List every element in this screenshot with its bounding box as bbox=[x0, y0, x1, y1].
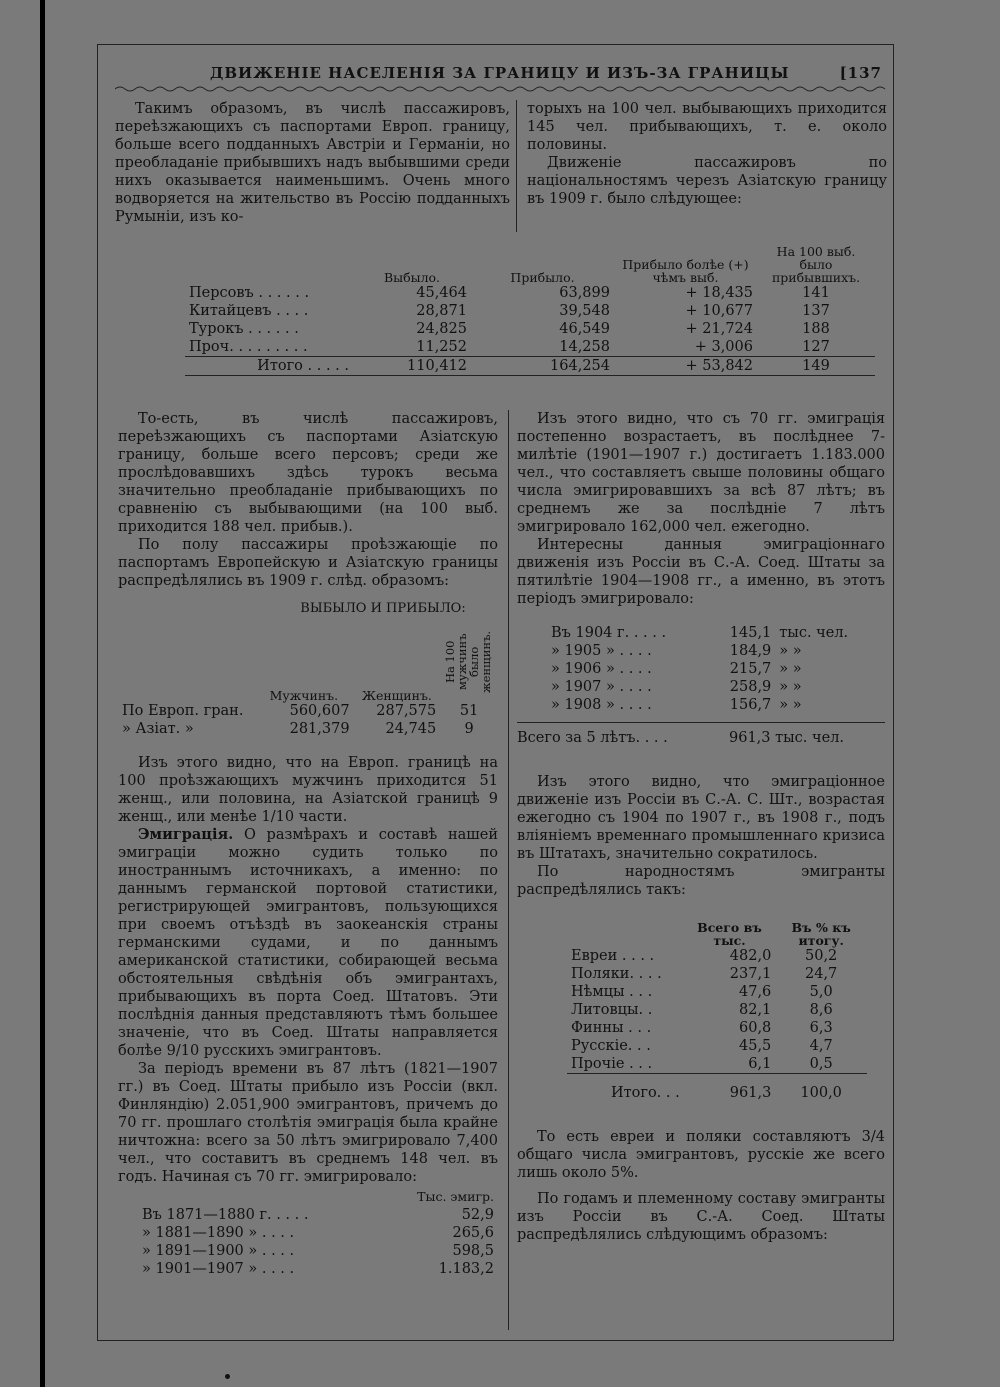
cell-per: 0,5 bbox=[809, 1056, 833, 1072]
cell-per: 51 bbox=[459, 703, 479, 719]
cell-value: 237,1 bbox=[729, 966, 772, 982]
page-number: [137 bbox=[839, 64, 882, 82]
cell-value: 82,1 bbox=[739, 1002, 772, 1018]
header-rule bbox=[115, 85, 890, 93]
column-header: На 100 мужчинъ было женщинъ. bbox=[443, 630, 494, 694]
cell-value: 1.183,2 bbox=[438, 1261, 494, 1277]
cell-per: 5,0 bbox=[809, 984, 833, 1000]
row-label: Персовъ . . . . . . bbox=[189, 285, 310, 301]
table-row bbox=[547, 624, 877, 642]
cell-in: 14,258 bbox=[559, 339, 610, 355]
column-header: Выбыло. bbox=[383, 270, 441, 285]
row-label: » Азіат. » bbox=[122, 721, 194, 737]
row-label: Всего за 5 лѣтъ. . . . bbox=[517, 730, 668, 746]
cell-women: 24,745 bbox=[385, 721, 437, 737]
sex-table bbox=[118, 622, 498, 738]
cell-diff: + 18,435 bbox=[685, 285, 753, 301]
nationality-table bbox=[567, 921, 867, 1102]
cell-value: 184,9 bbox=[729, 643, 772, 659]
cell-in: 164,254 bbox=[550, 358, 610, 374]
table-row bbox=[138, 1206, 498, 1224]
column-divider bbox=[516, 100, 517, 232]
cell-value: 6,1 bbox=[748, 1056, 772, 1072]
cell-out: 45,464 bbox=[416, 285, 467, 301]
column-header: Всего въ тыс. bbox=[697, 920, 762, 948]
paragraph: Изъ этого видно, что на Европ. границѣ на 100 проѣзжающихъ мужчинъ приходится 51 женщ., или половина, на Азіатской границѣ 9 женщ., или менѣе 1/10 части. bbox=[118, 755, 498, 825]
row-label: Турокъ . . . . . . bbox=[189, 321, 299, 337]
top-left-text bbox=[115, 100, 510, 226]
row-label: Евреи . . . . bbox=[571, 948, 655, 964]
row-label: Китайцевъ . . . . bbox=[189, 303, 309, 319]
table-row bbox=[547, 660, 877, 678]
row-label: » 1905 » . . . . bbox=[551, 643, 652, 659]
paragraph: По годамъ и племенному составу эмигранты изъ Россіи въ С.-А. Соед. Штаты распредѣлялись слѣдующимъ образомъ: bbox=[517, 1191, 885, 1243]
table-row bbox=[138, 1242, 498, 1260]
table-row bbox=[185, 338, 875, 357]
section-heading: Эмиграція. bbox=[138, 826, 234, 843]
row-label: » 1907 » . . . . bbox=[551, 679, 652, 695]
page-header bbox=[210, 64, 890, 82]
paragraph: За періодъ времени въ 87 лѣтъ (1821—1907 гг.) въ Соед. Штаты прибыло изъ Россіи (вкл. Финляндію) 2.051,900 эмигрантовъ, причемъ до 70 гг. прошлаго столѣтія эмиграція была крайне ничтожна: всего за 50 лѣтъ эмигрировало 7,400 чел., что составитъ въ среднемъ 148 чел. въ годъ. Начиная съ 70 гг. эмигрировало: bbox=[118, 1061, 498, 1185]
table-row bbox=[567, 1055, 867, 1074]
table-row bbox=[547, 678, 877, 696]
table-row bbox=[547, 642, 877, 660]
row-label: Поляки. . . . bbox=[571, 966, 662, 982]
paragraph: То есть евреи и поляки составляютъ 3/4 общаго числа эмигрантовъ, русскіе же всего лишь около 5%. bbox=[517, 1129, 885, 1181]
cell-diff: + 21,724 bbox=[685, 321, 753, 337]
cell-per: 6,3 bbox=[809, 1020, 833, 1036]
row-label: Итого . . . . . bbox=[257, 358, 349, 374]
paragraph: торыхъ на 100 чел. выбывающихъ приходится 145 чел. прибывающихъ, т. е. около половины. bbox=[527, 101, 887, 153]
cell-value: 961,3 тыс. чел. bbox=[729, 730, 845, 746]
table-row bbox=[567, 1037, 867, 1055]
cell-unit: » » bbox=[779, 643, 802, 659]
table-row bbox=[567, 1001, 867, 1019]
cell-value: 45,5 bbox=[739, 1038, 772, 1054]
cell-per: 137 bbox=[802, 303, 830, 319]
cell-per: 100,0 bbox=[800, 1085, 842, 1101]
column-header: Женщинъ. bbox=[361, 688, 432, 703]
cell-women: 287,575 bbox=[376, 703, 437, 719]
column-header: На 100 выб. было прибывшихъ. bbox=[771, 244, 861, 285]
paragraph: О размѣрахъ и составѣ нашей эмиграціи можно судить только по иностраннымъ источникахъ, а именно: по даннымъ германской портовой статистики, регистрирующей эмигрантовъ, пользующихся при своемъ отъѣздѣ въ заокеанскія страны германскими судами, и по даннымъ американской статистики, собирающей весьма обстоятельныя свѣдѣнія объ эмигрантахъ, прибывающихъ въ порта Соед. Штатовъ. Эти послѣднія данныя представляютъ тѣмъ большее значеніе, что въ Соед. Штаты направляется болѣе 9/10 русскихъ эмигрантовъ. bbox=[118, 827, 499, 1059]
cell-value: 47,6 bbox=[739, 984, 772, 1000]
cell-out: 28,871 bbox=[416, 303, 467, 319]
table-row bbox=[118, 720, 498, 738]
row-label: » 1906 » . . . . bbox=[551, 661, 652, 677]
cell-unit: тыс. чел. bbox=[779, 625, 849, 641]
speck bbox=[225, 1374, 230, 1379]
year-total bbox=[517, 722, 885, 747]
table-row bbox=[185, 284, 875, 302]
row-label: Литовцы. . bbox=[571, 1002, 653, 1018]
row-label: По Европ. гран. bbox=[122, 703, 244, 719]
table-row bbox=[567, 965, 867, 983]
cell-in: 63,899 bbox=[559, 285, 610, 301]
paragraph: По полу пассажиры проѣзжающіе по паспортамъ Европейскую и Азіатскую границы распредѣлялись въ 1909 г. слѣд. образомъ: bbox=[118, 537, 498, 589]
column-header: Въ % къ итогу. bbox=[791, 920, 851, 948]
cell-men: 281,379 bbox=[289, 721, 350, 737]
row-label: Финны . . . bbox=[571, 1020, 652, 1036]
row-label: » 1891—1900 » . . . . bbox=[142, 1243, 295, 1259]
row-label: Въ 1904 г. . . . . bbox=[551, 625, 667, 641]
column-header: Прибыло. bbox=[510, 270, 575, 285]
cell-per: 8,6 bbox=[809, 1002, 833, 1018]
row-label: Проч. . . . . . . . . bbox=[189, 339, 308, 355]
cell-unit: » » bbox=[779, 679, 802, 695]
cell-per: 24,7 bbox=[805, 966, 838, 982]
table-header-row bbox=[185, 245, 875, 284]
column-header: Прибыло болѣе (+) чѣмъ выб. bbox=[622, 257, 749, 285]
row-label: Нѣмцы . . . bbox=[571, 984, 653, 1000]
cell-value: 961,3 bbox=[729, 1085, 772, 1101]
page-title: ДВИЖЕНІЕ НАСЕЛЕНІЯ ЗА ГРАНИЦУ И ИЗЪ-ЗА ГРАНИЦЫ bbox=[210, 64, 790, 82]
cell-per: 127 bbox=[802, 339, 830, 355]
row-label: Русскіе. . . bbox=[571, 1038, 651, 1054]
cell-diff: + 3,006 bbox=[694, 339, 753, 355]
cell-unit: » » bbox=[779, 697, 802, 713]
table-row bbox=[138, 1260, 498, 1278]
page-edge bbox=[40, 0, 45, 1387]
cell-diff: + 53,842 bbox=[685, 358, 753, 374]
cell-value: 156,7 bbox=[729, 697, 772, 713]
cell-out: 110,412 bbox=[407, 358, 467, 374]
cell-out: 11,252 bbox=[416, 339, 467, 355]
cell-out: 24,825 bbox=[416, 321, 467, 337]
row-label: » 1908 » . . . . bbox=[551, 697, 652, 713]
top-right-text bbox=[527, 100, 887, 208]
decade-table bbox=[138, 1188, 498, 1278]
asia-border-table bbox=[185, 245, 875, 376]
column-header: Тыс. эмигр. bbox=[417, 1189, 494, 1204]
row-label: Прочіе . . . bbox=[571, 1056, 653, 1072]
cell-value: 265,6 bbox=[452, 1225, 494, 1241]
cell-per: 9 bbox=[464, 721, 474, 737]
table-row bbox=[567, 1019, 867, 1037]
cell-value: 145,1 bbox=[729, 625, 772, 641]
right-column bbox=[517, 410, 885, 1244]
table-row bbox=[118, 702, 498, 720]
paragraph: То-есть, въ числѣ пассажировъ, переѣзжающихъ съ паспортами Азіатскую границу, больше всего персовъ; среди же прослѣдовавшихъ здѣсь турокъ весьма значительно преобладаніе прибывающихъ по сравненію съ выбывающими (на 100 выб. приходится 188 чел. прибыв.). bbox=[118, 411, 498, 535]
row-label: » 1881—1890 » . . . . bbox=[142, 1225, 295, 1241]
table-row bbox=[567, 983, 867, 1001]
table-total-row bbox=[567, 1074, 867, 1103]
table-row bbox=[547, 696, 877, 714]
paragraph: Изъ этого видно, что эмиграціонное движеніе изъ Россіи въ С.-А. С. Шт., возрастая ежегодно съ 1904 по 1907 г., въ 1908 г., подъ вліяніемъ временнаго промышленнаго кризиса въ Штатахъ, значительно сократилось. bbox=[517, 774, 885, 862]
paragraph: Интересны данныя эмиграціоннаго движенія изъ Россіи въ С.-А. Соед. Штаты за пятилѣтіе 1904—1908 гг., а именно, въ этотъ періодъ эмигрировало: bbox=[517, 537, 885, 607]
table-row bbox=[185, 320, 875, 338]
table-row bbox=[185, 302, 875, 320]
year-table bbox=[547, 624, 877, 714]
paragraph: Движеніе пассажировъ по національностямъ черезъ Азіатскую границу въ 1909 г. было слѣдующее: bbox=[527, 155, 887, 207]
cell-per: 4,7 bbox=[809, 1038, 833, 1054]
row-label: Итого. . . bbox=[610, 1085, 680, 1101]
row-label: Въ 1871—1880 г. . . . . bbox=[142, 1207, 309, 1223]
table-row bbox=[138, 1224, 498, 1242]
cell-in: 39,548 bbox=[559, 303, 610, 319]
column-header: Мужчинъ. bbox=[269, 688, 339, 703]
cell-per: 50,2 bbox=[805, 948, 838, 964]
paragraph: По народностямъ эмигранты распредѣлялись такъ: bbox=[517, 864, 885, 898]
table-total-row bbox=[185, 357, 875, 376]
cell-per: 141 bbox=[802, 285, 830, 301]
cell-diff: + 10,677 bbox=[685, 303, 753, 319]
paragraph: Изъ этого видно, что съ 70 гг. эмиграція постепенно возрастаетъ, въ послѣднее 7-милѣтіе (1901—1907 г.) достигаетъ 1.183.000 чел., что составляетъ свыше половины общаго числа эмигрировавшихъ за всѣ 87 лѣтъ; въ среднемъ же за послѣдніе 7 лѣтъ эмигрировало 162,000 чел. ежегодно. bbox=[517, 411, 885, 535]
cell-in: 46,549 bbox=[559, 321, 610, 337]
cell-value: 60,8 bbox=[739, 1020, 772, 1036]
cell-unit: » » bbox=[779, 661, 802, 677]
cell-per: 188 bbox=[802, 321, 830, 337]
left-column bbox=[118, 410, 498, 1278]
cell-value: 215,7 bbox=[729, 661, 772, 677]
table-header-row bbox=[118, 622, 498, 702]
column-divider bbox=[508, 410, 509, 1330]
table-row bbox=[567, 947, 867, 965]
table-header-row bbox=[567, 921, 867, 947]
cell-men: 560,607 bbox=[289, 703, 350, 719]
cell-value: 52,9 bbox=[461, 1207, 494, 1223]
row-label: » 1901—1907 » . . . . bbox=[142, 1261, 295, 1277]
cell-value: 598,5 bbox=[452, 1243, 494, 1259]
cell-per: 149 bbox=[802, 358, 830, 374]
cell-value: 258,9 bbox=[729, 679, 772, 695]
table-title: ВЫБЫЛО И ПРИБЫЛО: bbox=[300, 601, 466, 616]
paragraph: Такимъ образомъ, въ числѣ пассажировъ, переѣзжающихъ съ паспортами Европ. границу, больше всего подданныхъ Австріи и Германіи, но преобладаніе прибывшихъ надъ выбывшими среди нихъ оказывается наименьшимъ. Очень много водворяется на жительство въ Россію подданныхъ Румыніи, изъ ко- bbox=[115, 101, 510, 225]
cell-value: 482,0 bbox=[729, 948, 772, 964]
